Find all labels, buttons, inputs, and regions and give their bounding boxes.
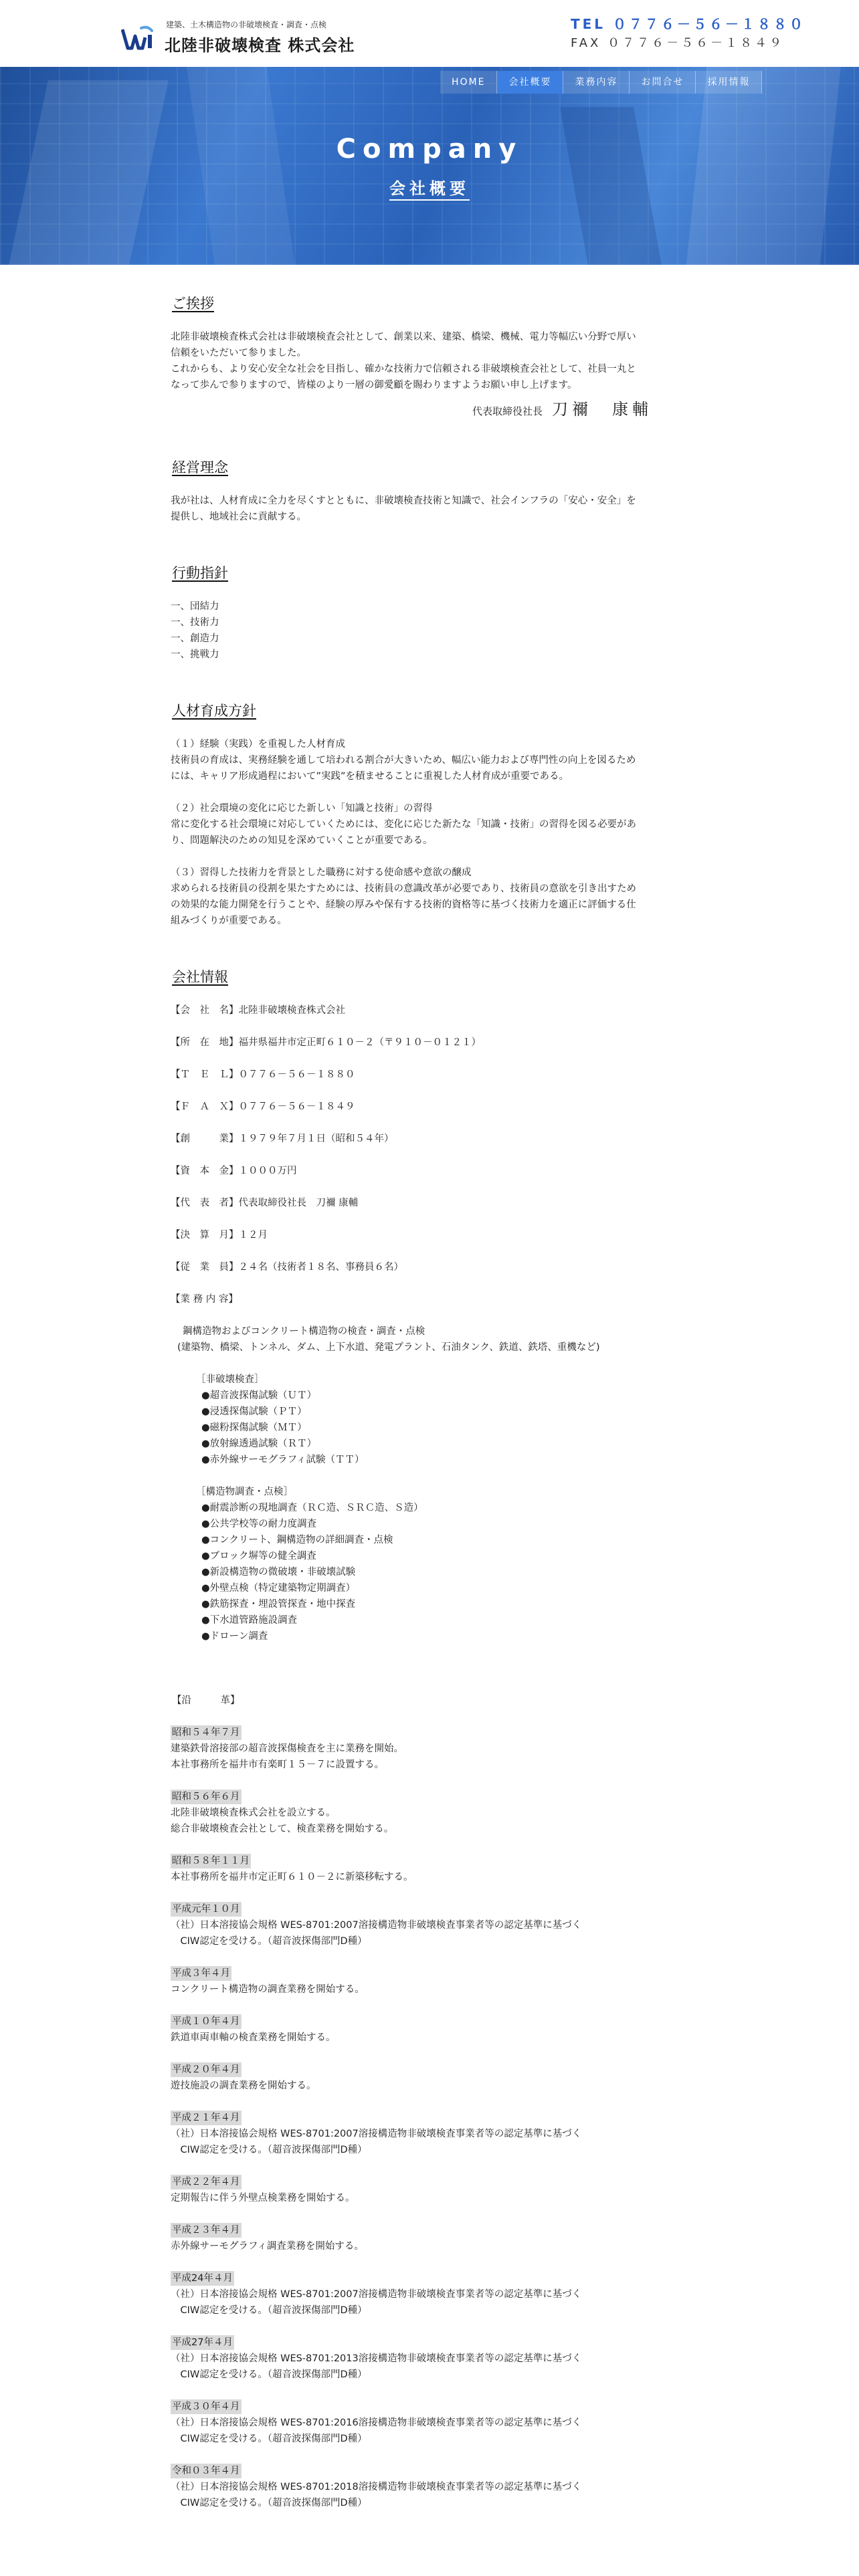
signature-title: 代表取締役社長 (472, 405, 543, 417)
greeting-section (171, 294, 692, 419)
survey-list (201, 1500, 692, 1644)
history-date: 平成27年４月 (171, 2335, 234, 2350)
hero-building-shape (684, 67, 841, 265)
history-desc: CIW認定を受ける。（超音波探傷部門D種） (171, 2434, 367, 2444)
nav-recruit[interactable]: 採用情報 (696, 71, 762, 94)
ndt-item: ●放射線透過試験（ＲＴ） (201, 1438, 317, 1449)
history-item (171, 1965, 692, 1998)
history-date: 平成２０年４月 (171, 2062, 242, 2077)
ndt-item: ●浸透探傷試験（ＰＴ） (201, 1406, 307, 1417)
greeting-line: 北陸非破壊検査株式会社は非破壊検査会社として、創業以来、建築、橋梁、機械、電力等幅広い分野で厚い (171, 332, 636, 342)
hr-policy-paragraph (171, 736, 692, 784)
history-desc: 赤外線サーモグラフィ調査業務を開始する。 (171, 2241, 364, 2252)
hero-building-shape (5, 80, 169, 265)
history-desc: （社）日本溶接協会規格 WES-8701:2007溶接構造物非破壊検査事業者等の認定基準に基づく (171, 2129, 582, 2139)
history-list (171, 1725, 692, 2511)
hr-policy-line: には、キャリア形成過程において”実践”を積ませることに重視した人材育成が重要である。 (171, 771, 569, 782)
header-tagline: 建築、土木構造物の非破壊検査・調査・点検 (166, 20, 327, 29)
history-item (171, 2463, 692, 2511)
history-date: 昭和５８年１１月 (171, 1854, 251, 1868)
history-date: 平成元年１０月 (171, 1902, 242, 1917)
company-name[interactable]: 北陸非破壊検査 株式会社 (165, 36, 355, 55)
signature-name: 刀禰 康輔 (552, 400, 652, 419)
history-desc: 遊技施設の調査業務を開始する。 (171, 2080, 316, 2091)
history-desc: 建築鉄骨溶接部の超音波探傷検査を主に業務を開始。 (171, 1743, 403, 1754)
philosophy-heading: 経営理念 (172, 459, 228, 475)
history-desc: CIW認定を受ける。（超音波探傷部門D種） (171, 2498, 367, 2508)
history-item (171, 2270, 692, 2319)
company-info-section (171, 968, 692, 2511)
history-date: 平成２１年４月 (171, 2111, 242, 2125)
survey-item: ●ブロック塀等の健全調査 (201, 1551, 316, 1562)
nav-services[interactable]: 業務内容 (563, 71, 630, 94)
signature (171, 401, 692, 419)
guideline-item: 一、団結力 (171, 601, 219, 612)
hr-policy-paragraph (171, 800, 692, 849)
history-item (171, 2335, 692, 2383)
nav-home[interactable]: HOME (440, 71, 497, 94)
main-content (171, 294, 692, 2550)
history-desc: （社）日本溶接協会規格 WES-8701:2007溶接構造物非破壊検査事業者等の認定基準に基づく (171, 1920, 582, 1931)
history-date: 平成３年４月 (171, 1966, 231, 1981)
history-desc: （社）日本溶接協会規格 WES-8701:2018溶接構造物非破壊検査事業者等の認定基準に基づく (171, 2482, 582, 2492)
history-desc: CIW認定を受ける。（超音波探傷部門D種） (171, 2369, 367, 2380)
history-date: 平成３０年４月 (171, 2399, 242, 2414)
survey-item: ●公共学校等の耐力度調査 (201, 1519, 317, 1529)
header-fax: FAX ０７７６－５６－１８４９ (571, 36, 785, 50)
survey-item: ●ドローン調査 (201, 1631, 268, 1642)
guideline-item: 一、挑戦力 (171, 649, 219, 660)
business-intro-line: 鋼構造物およびコンクリート構造物の検査・調査・点検 (183, 1326, 425, 1337)
hr-policy-line: （１）経験（実践）を重視した人材育成 (171, 739, 345, 750)
survey-heading: ［構造物調査・点検］ (196, 1487, 293, 1497)
history-item (171, 2399, 692, 2447)
history-item (171, 1901, 692, 1949)
info-row: 【決 算 月】１２月 (171, 1230, 268, 1241)
history-date: 平成２２年４月 (171, 2175, 242, 2189)
nav-contact[interactable]: お問合せ (630, 71, 696, 94)
history-desc: コンクリート構造物の調査業務を開始する。 (171, 1984, 365, 1995)
history-item (171, 1853, 692, 1885)
history-item (171, 1725, 692, 1773)
guidelines-section (171, 564, 692, 663)
page-title: Company (336, 134, 523, 165)
philosophy-line: 我が社は、人材育成に全力を尽くすとともに、非破壊検査技術と知識で、社会インフラの「安心・安全」を (171, 496, 636, 506)
history-label: 【沿 革】 (172, 1695, 240, 1706)
ndt-list (201, 1388, 692, 1468)
ndt-item: ●磁粉探傷試験（ＭＴ） (201, 1422, 307, 1433)
guideline-item: 一、創造力 (171, 633, 219, 644)
history-desc: （社）日本溶接協会規格 WES-8701:2013溶接構造物非破壊検査事業者等の認定基準に基づく (171, 2353, 582, 2364)
company-info-heading: 会社情報 (172, 969, 228, 985)
history-item (171, 2110, 692, 2158)
hr-policy-line: 技術員の育成は、実務経験を通して培われる割合が大きいため、幅広い能力および専門性の向上を図るため (171, 755, 636, 766)
survey-item: ●下水道管路施設調査 (201, 1615, 298, 1626)
ndt-heading: ［非破壊検査］ (196, 1374, 264, 1385)
business-intro-line: (建築物、橋梁、トンネル、ダム、上下水道、発電プラント、石油タンク、鉄道、鉄塔、重機など) (177, 1342, 600, 1353)
business-intro (177, 1323, 692, 1356)
history-date: 平成２３年４月 (171, 2223, 242, 2238)
history-date: 昭和５４年７月 (171, 1725, 242, 1740)
history-date: 平成24年４月 (171, 2271, 234, 2286)
company-logo-icon[interactable] (121, 24, 155, 52)
hr-policy-line: （２）社会環境の変化に応じた新しい「知識と技術」の習得 (171, 803, 433, 814)
info-row: 【従 業 員】２４名（技術者１８名、事務員６名） (171, 1262, 403, 1273)
header-tel[interactable]: TEL ０７７６－５６－１８８０ (571, 16, 806, 32)
survey-item: ●コンクリート、鋼構造物の詳細調査・点検 (201, 1535, 393, 1545)
info-row: 【創 業】１９７９年７月１日（昭和５４年） (171, 1134, 394, 1144)
hr-policy-section (171, 702, 692, 929)
ndt-item: ●超音波探傷試験（ＵＴ） (201, 1390, 317, 1401)
history-item (171, 2222, 692, 2254)
greeting-line: なって歩んで参りますので、皆様のより一層の御愛顧を賜わりますようお願い申し上げます。 (171, 380, 577, 391)
info-row: 【Ｔ Ｅ Ｌ】０７７６－５６－１８８０ (171, 1069, 355, 1080)
history-date: 昭和５６年６月 (171, 1790, 242, 1804)
guideline-item: 一、技術力 (171, 617, 219, 628)
history-date: 平成１０年４月 (171, 2014, 242, 2029)
history-item (171, 2062, 692, 2094)
hr-policy-line: 組みづくりが重要である。 (171, 916, 287, 926)
greeting-heading: ご挨拶 (172, 296, 214, 312)
main-nav (440, 71, 762, 94)
history-desc: CIW認定を受ける。（超音波探傷部門D種） (171, 2305, 367, 2316)
history-item (171, 2174, 692, 2206)
history-desc: CIW認定を受ける。（超音波探傷部門D種） (171, 1936, 367, 1947)
history-desc: （社）日本溶接協会規格 WES-8701:2007溶接構造物非破壊検査事業者等の認定基準に基づく (171, 2289, 582, 2300)
info-row: 【Ｆ Ａ Ｘ】０７７６－５６－１８４９ (171, 1101, 355, 1112)
hr-policy-line: 常に変化する社会環境に対応していくためには、変化に応じた新たな「知識・技術」の習得を図る必要があ (171, 819, 636, 830)
history-date: 令和０３年４月 (171, 2464, 242, 2478)
philosophy-section (171, 458, 692, 525)
page-subtitle (0, 175, 859, 199)
hero-building-shape (186, 67, 296, 265)
ndt-item: ●赤外線サーモグラフィ試験（ＴＴ） (201, 1455, 365, 1465)
survey-item: ●鉄筋探査・埋設管探査・地中探査 (201, 1599, 356, 1610)
history-desc: 定期報告に伴う外壁点検業務を開始する。 (171, 2193, 355, 2204)
greeting-line: これからも、より安心安全な社会を目指し、確かな技術力で信頼される非破壊検査会社として、社員一丸と (171, 364, 636, 374)
history-desc: 鉄道車両車軸の検査業務を開始する。 (171, 2032, 336, 2043)
guidelines-heading: 行動指針 (172, 565, 228, 581)
nav-company[interactable]: 会社概要 (497, 71, 563, 94)
info-row: 【所 在 地】福井県福井市定正町６１０－２（〒９１０－０１２１） (171, 1037, 481, 1048)
info-row: 【代 表 者】代表取締役社長 刀禰 康輔 (171, 1198, 359, 1208)
history-desc: CIW認定を受ける。（超音波探傷部門D種） (171, 2145, 367, 2155)
hr-policy-heading: 人材育成方針 (172, 703, 256, 719)
hr-policy-paragraph (171, 865, 692, 929)
hr-policy-line: の効果的な能力開発を行うことや、経験の厚みや保有する技術的資格等に基づく技術力を適正に評価する仕 (171, 899, 636, 910)
history-item (171, 2014, 692, 2046)
survey-item: ●外壁点検（特定建築物定期調査） (201, 1583, 356, 1594)
site-header (0, 0, 859, 67)
survey-item: ●新設構造物の微破壊・非破壊試験 (201, 1567, 356, 1578)
greeting-line: 信頼をいただいて参りました。 (171, 348, 306, 358)
philosophy-line: 提供し、地域社会に貢献する。 (171, 512, 306, 522)
history-desc: 本社事務所を福井市定正町６１０－２に新築移転する。 (171, 1872, 413, 1883)
hr-policy-line: （３）習得した技術力を背景とした職務に対する使命感や意欲の醸成 (171, 867, 472, 878)
history-desc: 総合非破壊検査会社として、検査業務を開始する。 (171, 1824, 394, 1834)
hr-policy-line: り、問題解決のための知見を深めていくことが重要である。 (171, 835, 433, 846)
info-row: 【会 社 名】北陸非破壊検査株式会社 (171, 1005, 345, 1016)
history-desc: 本社事務所を福井市有楽町１５－７に設置する。 (171, 1759, 384, 1770)
history-desc: （社）日本溶接協会規格 WES-8701:2016溶接構造物非破壊検査事業者等の認定基準に基づく (171, 2418, 582, 2428)
survey-item: ●耐震診断の現地調査（ＲＣ造、ＳＲＣ造、Ｓ造） (201, 1503, 423, 1513)
hero-banner (0, 67, 859, 265)
hr-policy-line: 求められる技術員の役割を果たすためには、技術員の意識改革が必要であり、技術員の意欲を引き出すため (171, 883, 636, 894)
page-subtitle-text: 会社概要 (389, 179, 470, 201)
history-desc: 北陸非破壊検査株式会社を設立する。 (171, 1808, 336, 1818)
info-row: 【資 本 金】１０００万円 (171, 1166, 297, 1176)
business-label: 【業 務 内 容】 (171, 1294, 238, 1305)
history-item (171, 1789, 692, 1837)
